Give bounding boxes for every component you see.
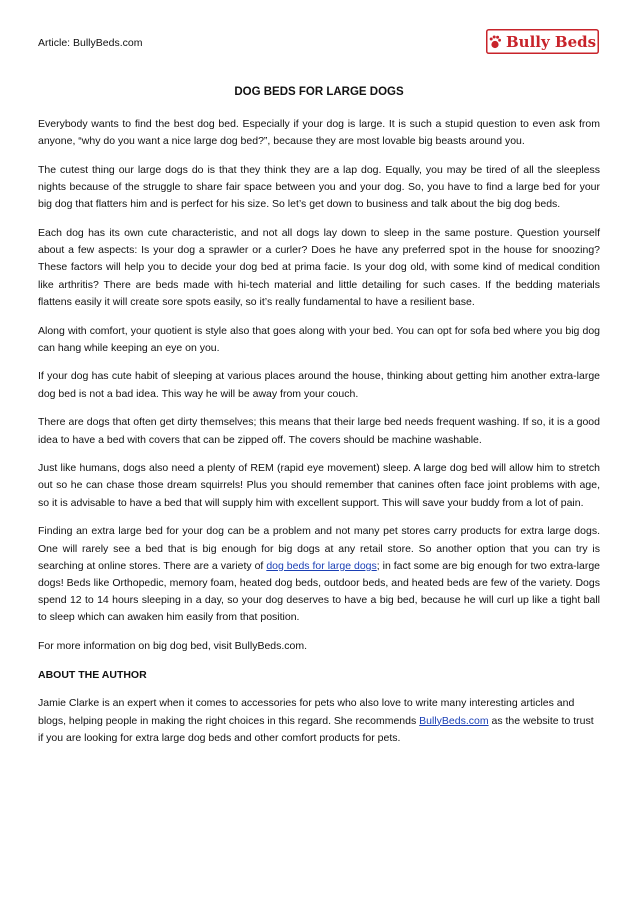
- dog-beds-link[interactable]: dog beds for large dogs: [266, 559, 377, 572]
- paragraph: [38, 523, 600, 626]
- paragraph-text: Finding an extra large bed for your dog can be a problem and not many pet stores carry products for extra large dogs. One will rarely see a bed that is big enough for big dogs at any retail store. So another option that you can try is searching at online stores. There are a variety of: [38, 525, 600, 572]
- paragraph-text: Jamie Clarke is an expert when it comes to accessories for pets who also love to write many interesting articles and blogs, helping people in making the right choices in this regard. She recommends: [38, 697, 575, 727]
- paragraph: Each dog has its own cute characteristic, and not all dogs lay down to sleep in the same posture. Question yourself about a few aspects: Is your dog a sprawler or a curler? Does he have any preferred spot in the house for snoozing? These factors will help you to decide your dog bed at prima facie. Is your dog old, with some kind of medical condition like arthritis? There are beds made with hi-tech material and little detailing for such cases. If the bedding materials flattens easily it will create sore spots easily, so it’s really fundamental to have a resilient base.: [38, 227, 600, 308]
- paragraph: Along with comfort, your quotient is style also that goes along with your bed. You can opt for sofa bed where you big dog can hang while keeping an eye on you.: [38, 324, 600, 354]
- author-paragraph: [38, 695, 600, 747]
- bully-beds-logo: [486, 29, 599, 54]
- paragraph: If your dog has cute habit of sleeping at various places around the house, thinking about getting him another extra-large dog bed is not a bad idea. This way he will be away from your couch.: [38, 370, 600, 400]
- author-heading: ABOUT THE AUTHOR: [38, 668, 147, 681]
- paragraph: Everybody wants to find the best dog bed. Especially if your dog is large. It is such a stupid question to even ask from anyone, “why do you want a nice large dog bed?”, because they are most lovable big beasts around you.: [38, 118, 600, 148]
- paragraph: Just like humans, dogs also need a plenty of REM (rapid eye movement) sleep. A large dog bed will allow him to stretch out so he can chase those dream squirrels! Plus you should remember that canines often face joint problems with age, so it is advisable to have a bed that will supply him with excellent support. This will save your buddy from a lot of pain.: [38, 462, 600, 509]
- article-source-label: Article: BullyBeds.com: [38, 37, 143, 49]
- paragraph-text: ; in fact some are big enough for two extra-large dogs! Beds like Orthopedic, memory foam, heated dog beds, outdoor beds, and heated beds are few of the variety. Dogs spend 12 to 14 hours sleeping in a day, so your dog deserves to have a big bed, because he will curl up like a tight ball to sleep which can awaken him easily from that position.: [38, 559, 601, 624]
- bullybeds-link[interactable]: BullyBeds.com: [419, 714, 489, 727]
- paragraph: There are dogs that often get dirty themselves; this means that their large bed needs frequent washing. If so, it is a good idea to have a bed with covers that can be zipped off. The covers should be machine washable.: [38, 416, 600, 446]
- logo-text: Bully Beds: [506, 33, 597, 51]
- document-title: DOG BEDS FOR LARGE DOGS: [234, 86, 404, 98]
- article-body: [38, 116, 600, 759]
- paragraph: The cutest thing our large dogs do is that they think they are a lap dog. Equally, you may be tired of all the sleepless nights because of the struggle to share fair space between you and your dog. So, you have to find a large bed for your big dog that flatters him and is perfect for his size. So let’s get down to business and talk about the big dog beds.: [38, 163, 600, 211]
- paragraph: For more information on big dog bed, visit BullyBeds.com.: [38, 640, 308, 653]
- paragraph-text: as the website to trust if you are looking for extra large dog beds and other comfort products for pets.: [38, 714, 594, 744]
